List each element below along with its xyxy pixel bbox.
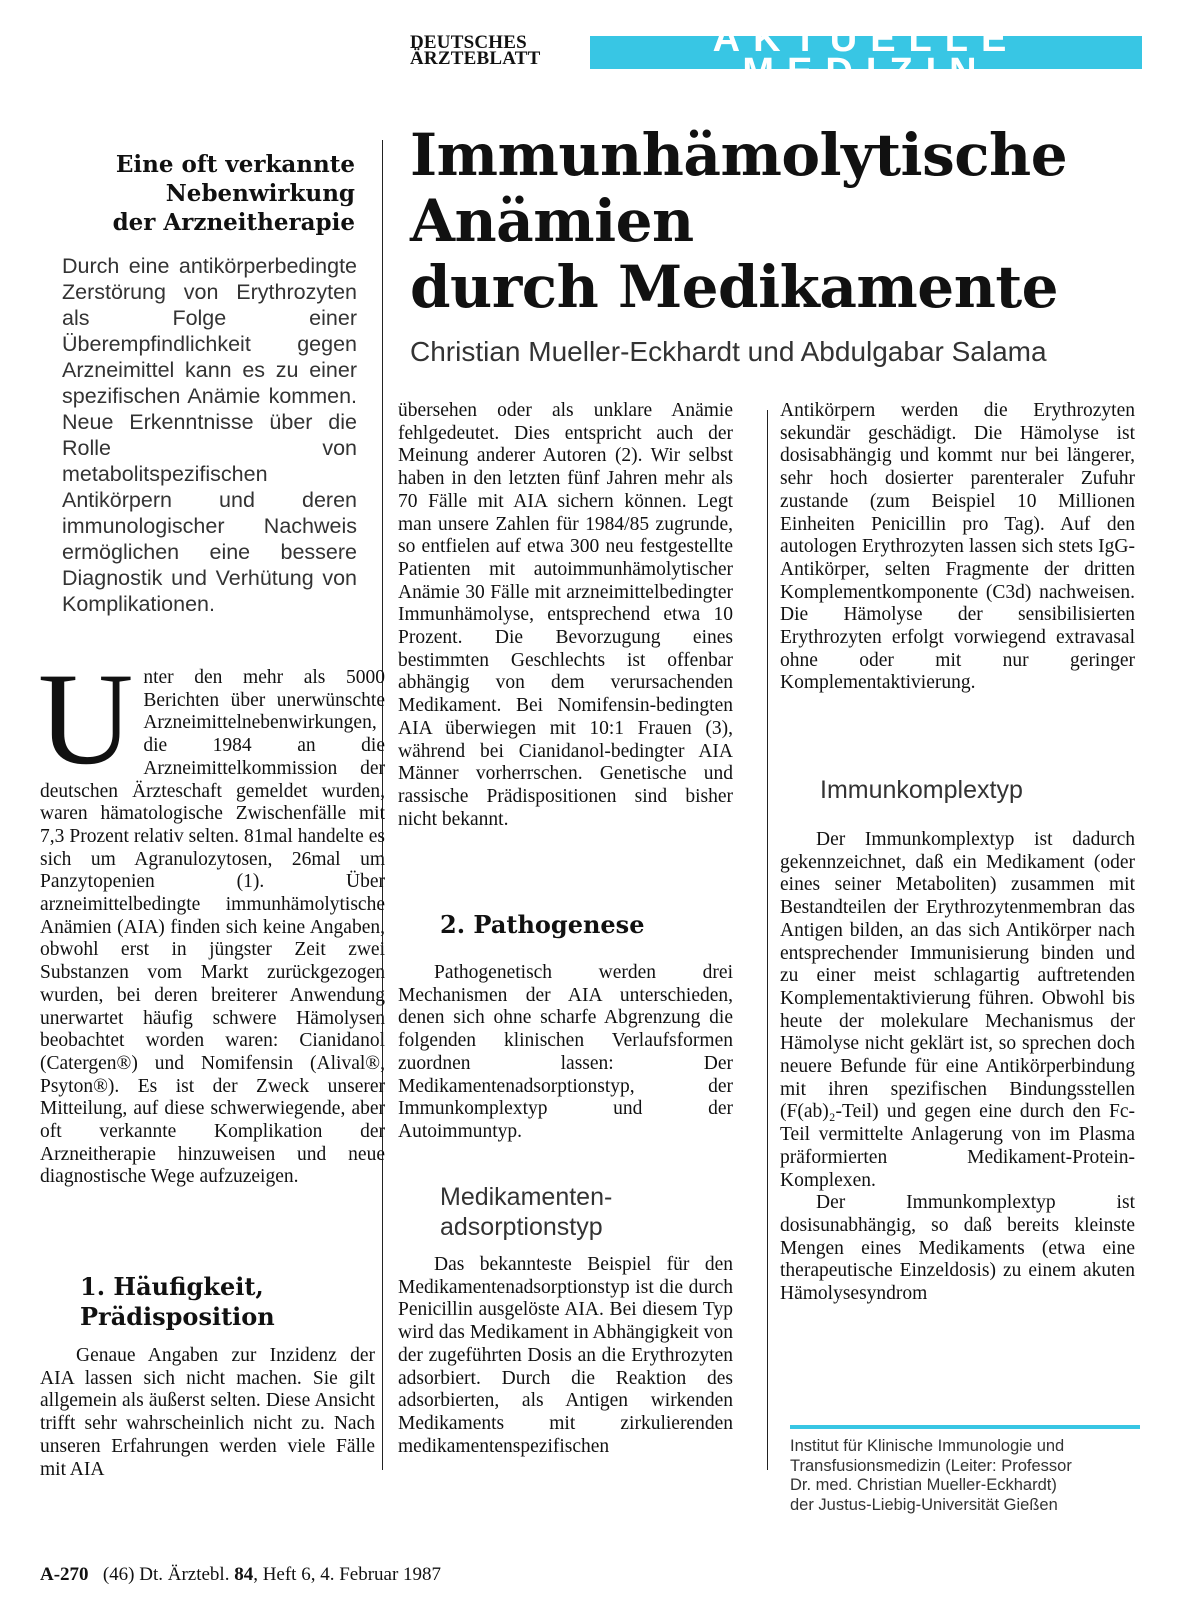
lead-heading-line-2: Nebenwirkung — [165, 180, 355, 207]
title-line-2: Anämien — [410, 187, 694, 255]
heading-haeufigkeit — [80, 1272, 380, 1332]
column-3-bottom — [780, 829, 1135, 1306]
heading-haeufigkeit-line-1: 1. Häufigkeit, — [80, 1272, 264, 1301]
citation-prefix: (46) Dt. Ärztebl. — [102, 1564, 230, 1585]
paragraph-continued: übersehen oder als unklare Anämie fehlgedeutet. Dies entspricht auch der Meinung anderer Autoren (2). Wir selbst haben in den letzten fünf Jahren mehr als 70 Fälle mit AIA sichern können. Legt man unsere Zahlen für 1984/85 zugrunde, so entfielen auf etwa 300 neu festgestellte Patienten mit autoimmunhämolytischer Anämie 30 Fälle mit arzneimittelbedingter Immunhämolyse, entsprechend etwa 10 Prozent. Die Bevorzugung eines bestimmten Geschlechts ist offenbar abhängig von dem verursachenden Medikament. Bei Nomifensin-bedingten AIA überwiegen mit 10:1 Frauen (3), während bei Cianidanol-bedingter AIA Männer vorherrschen. Genetische und rassische Prädispositionen sind bisher nicht bekannt. — [398, 400, 733, 830]
volume-number: 84 — [234, 1564, 254, 1585]
logo-line-2: ÄRZTEBLATT — [410, 48, 541, 69]
page-footer — [40, 1564, 740, 1586]
drop-cap: U — [38, 645, 134, 792]
title-line-3: durch Medikamente — [410, 253, 1059, 321]
column-1-intro — [38, 645, 385, 1189]
institution-line-3: Dr. med. Christian Mueller-Eckhardt) — [790, 1476, 1057, 1494]
paragraph-dosisunabhaengig: Der Immunkomplextyp ist dosisunabhängig, so daß bereits kleinste Mengen eines Medikaments (etwa eine therapeutische Einzeldosis) zu einem akuten Hämolysesyndrom — [780, 1192, 1135, 1305]
heading-haeufigkeit-line-2: Prädisposition — [80, 1302, 275, 1331]
paragraph-pathogenese: Pathogenetisch werden drei Mechanismen der AIA unterschieden, denen sich ohne scharfe Abgrenzung die folgenden klinischen Verlaufsformen zuordnen lassen: Der Medikamentenadsorptionstyp, der Immunkomplextyp und der Autoimmuntyp. — [398, 962, 733, 1142]
authors: Christian Mueller-Eckhardt und Abdulgabar Salama — [410, 336, 1047, 367]
institution-line-2: Transfusionsmedizin (Leiter: Professor — [790, 1456, 1072, 1475]
lead-heading-line-1: Eine oft verkannte — [115, 151, 355, 178]
institution-rule — [790, 1425, 1140, 1429]
column-rule-right — [767, 410, 768, 1470]
section-band — [590, 18, 1142, 93]
lead-heading-line-3: der Arzneitherapie — [112, 209, 355, 236]
heading-pathogenese: 2. Pathogenese — [440, 910, 645, 939]
page-number: A-270 — [40, 1564, 89, 1585]
logo-line-1: DEUTSCHES — [410, 32, 527, 53]
institution-note — [790, 1437, 1150, 1515]
paragraph-inzidenz: Genaue Angaben zur Inzidenz der AIA lassen sich nicht machen. Sie gilt allgemein als äußerst selten. Diese Ansicht trifft sehr wahrscheinlich nicht zu. Nach unseren Erfahrungen werden viele Fälle mit AIA — [40, 1345, 375, 1480]
column-2-top — [398, 400, 733, 831]
column-2-mid — [398, 962, 733, 1144]
column-1-body — [40, 1345, 375, 1481]
column-2-bottom — [398, 1254, 733, 1458]
subheading-adsorptionstyp — [440, 1182, 740, 1242]
subheading-immunkomplextyp: Immunkomplextyp — [820, 776, 1023, 804]
institution-line-4: der Justus-Liebig-Universität Gießen — [790, 1495, 1058, 1514]
lead-text: Durch eine antikörperbedingte Zerstörung von Erythrozyten als Folge einer Überempfindlichkeit gegen Arzneimittel kann es zu einer spezifischen Anämie kommen. Neue Erkenntnisse über die Rolle von metabolitspezifischen Antikörpern und deren immunologischer Nachweis ermöglichen eine bessere Diagnostik und Verhütung von Komplikationen. — [62, 254, 357, 616]
subheading-adsorptionstyp-line-2: adsorptionstyp — [440, 1213, 603, 1241]
paragraph-adsorptionstyp: Das bekannteste Beispiel für den Medikamentenadsorptionstyp ist die durch Penicillin ausgelöste AIA. Bei diesem Typ wird das Medikament in Abhängigkeit von der zugeführten Dosis an die Erythrozyten adsorbiert. Durch die Reaktion des adsorbierten, als Antigen wirkenden Medikaments mit zirkulierenden medikamentenspezifischen — [398, 1254, 733, 1457]
column-3-top — [780, 400, 1135, 695]
paragraph-antikoerper: Antikörpern werden die Erythrozyten sekundär geschädigt. Die Hämolyse ist dosisabhängig und kommt nur bei längerer, sehr hoch dosierter parenteraler Zufuhr zustande (zum Beispiel 10 Millionen Einheiten Penicillin pro Tag). Auf den autologen Erythrozyten lassen sich stets IgG-Antikörper, selten Fragmente der dritten Komplementkomponente (C3d) nachweisen. Die Hämolyse der sensibilisierten Erythrozyten erfolgt vorwiegend extravasal ohne oder mit nur geringer Komplementaktivierung. — [780, 400, 1135, 694]
paragraph-immunkomplextyp: Der Immunkomplextyp ist dadurch gekennzeichnet, daß ein Medikament (oder eines seiner Metaboliten) zusammen mit Bestandteilen der Erythrozytenmembran das Antigen bilden, an das sich Antikörper nach entsprechender Immunisierung binden und zu einer meist schlagartig auftretenden Komplementaktivierung führen. Obwohl bis heute der molekulare Mechanismus der Hämolyse nicht geklärt ist, so sprechen doch neuere Befunde für eine Antikörperbindung mit ihren spezifischen Bindungsstellen (F(ab)₂-Teil) und gegen eine durch den Fc-Teil vermittelte Anlagerung von im Plasma präformierten Medikament-Protein-Komplexen. — [780, 829, 1135, 1191]
journal-logo — [410, 32, 585, 69]
section-label: AKTUELLE MEDIZIN — [712, 18, 1020, 93]
title-line-1: Immunhämolytische — [410, 121, 1068, 189]
article-title — [410, 122, 1150, 320]
subheading-adsorptionstyp-line-1: Medikamenten- — [440, 1183, 613, 1211]
intro-paragraph: nter den mehr als 5000 Berichten über unerwünschte Arzneimittelnebenwirkungen, die 1984 an die Arzneimittelkommission der deutschen Ärzteschaft gemeldet wurden, waren hämatologische Zwischenfälle mit 7,3 Prozent relativ selten. 81mal handelte es sich um Agranulozytosen, 26mal um Panzytopenien (1). Über arzneimittelbedingte immunhämolytische Anämien (AIA) finden sich keine Angaben, obwohl erst in jüngster Zeit zwei Substanzen vom Markt zurückgezogen wurden, bei deren breiterer Anwendung unerwartet häufig schwere Hämolysen beobachtet worden waren: Cianidanol (Catergen®) und Nomifensin (Alival®, Psyton®). Es ist der Zweck unserer Mitteilung, auf diese schwerwiegende, aber oft verkannte Komplikation der Arzneitherapie hinzuweisen und neue diagnostische Wege aufzuzeigen. — [40, 667, 385, 1188]
lead-heading — [40, 150, 355, 237]
citation-suffix: , Heft 6, 4. Februar 1987 — [253, 1564, 442, 1585]
institution-line-1: Institut für Klinische Immunologie und — [790, 1437, 1065, 1455]
